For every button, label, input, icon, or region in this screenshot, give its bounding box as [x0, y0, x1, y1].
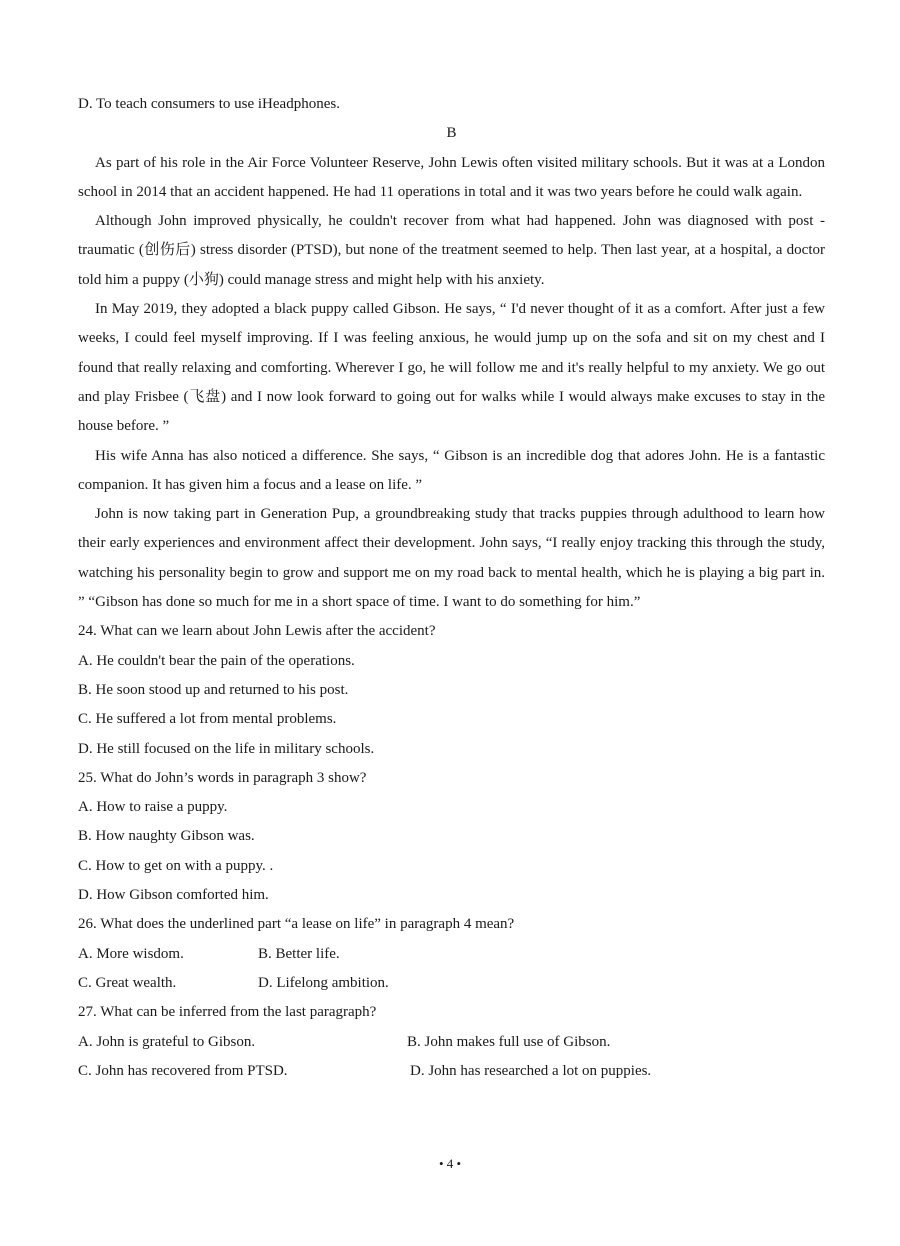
question-24-option-d: D. He still focused on the life in military schools. [78, 740, 375, 757]
passage-paragraph-5: John is now taking part in Generation Pup, a groundbreaking study that tracks puppies through adulthood to learn how their early experiences and environment affect their development. John says, “I really enjoy tracking this through the study, watching his personality begin to grow and support me on my road back to mental health, which he is playing a big part in. ” “Gibson has done so much for me in a short space of time. I want to do something for him.” [78, 506, 825, 611]
previous-question-option: D. To teach consumers to use iHeadphones. [78, 96, 340, 112]
question-27-option-d: D. John has researched a lot on puppies. [410, 1062, 652, 1079]
question-27-options-row-1 [78, 1028, 825, 1057]
question-26-options-row-1 [78, 940, 825, 969]
page-number: • 4 • [438, 1156, 462, 1171]
question-24-stem: 24. What can we learn about John Lewis after the accident? [78, 623, 436, 640]
question-25-option-c: C. How to get on with a puppy. . [78, 857, 274, 874]
passage-paragraph-4: His wife Anna has also noticed a difference. She says, “ Gibson is an incredible dog that adores John. He is a fantastic companion. It has given him a focus and a lease on life. ” [78, 447, 825, 493]
question-26-stem: 26. What does the underlined part “a lease on life” in paragraph 4 mean? [78, 916, 515, 933]
question-25-stem: 25. What do John’s words in paragraph 3 show? [78, 769, 367, 786]
question-26-options-row-2 [78, 969, 825, 998]
question-26-option-a: A. More wisdom. [78, 945, 184, 962]
question-27-option-b: B. John makes full use of Gibson. [407, 1033, 611, 1050]
question-27-option-a: A. John is grateful to Gibson. [78, 1033, 256, 1050]
question-26-option-c: C. Great wealth. [78, 974, 177, 991]
question-26-option-d: D. Lifelong ambition. [258, 974, 389, 991]
passage-paragraph-3: In May 2019, they adopted a black puppy called Gibson. He says, “ I'd never thought of it as a comfort. After just a few weeks, I could feel myself improving. If I was feeling anxious, he would jump up on the sofa and sit on my chest and I found that really relaxing and comforting. Wherever I go, he will follow me and it's really helpful to my anxiety. We go out and play Frisbee (飞盘) and I now look forward to going out for walks while I would always make excuses to stay in the house before. ” [78, 301, 825, 435]
question-26-option-b: B. Better life. [258, 945, 340, 962]
question-24-option-b: B. He soon stood up and returned to his post. [78, 681, 349, 698]
question-27-option-c: C. John has recovered from PTSD. [78, 1062, 288, 1079]
passage-paragraph-1: As part of his role in the Air Force Volunteer Reserve, John Lewis often visited military schools. But it was at a London school in 2014 that an accident happened. He had 11 operations in total and it was two years before he could walk again. [78, 154, 825, 200]
question-27-options-row-2 [78, 1057, 825, 1086]
question-25-option-d: D. How Gibson comforted him. [78, 887, 269, 904]
question-25-option-a: A. How to raise a puppy. [78, 799, 228, 816]
question-25-option-b: B. How naughty Gibson was. [78, 828, 255, 845]
document-page [78, 90, 825, 1086]
passage-paragraph-2: Although John improved physically, he couldn't recover from what had happened. John was diagnosed with post -traumatic (创伤后) stress disorder (PTSD), but none of the treatment seemed to help. Then last year, at a hospital, a doctor told him a puppy (小狗) could manage stress and might help with his anxiety. [78, 213, 825, 288]
question-27-stem: 27. What can be inferred from the last paragraph? [78, 1004, 377, 1021]
section-label: B [446, 125, 457, 142]
question-24-option-a: A. He couldn't bear the pain of the operations. [78, 652, 355, 669]
question-24-option-c: C. He suffered a lot from mental problems. [78, 711, 337, 728]
